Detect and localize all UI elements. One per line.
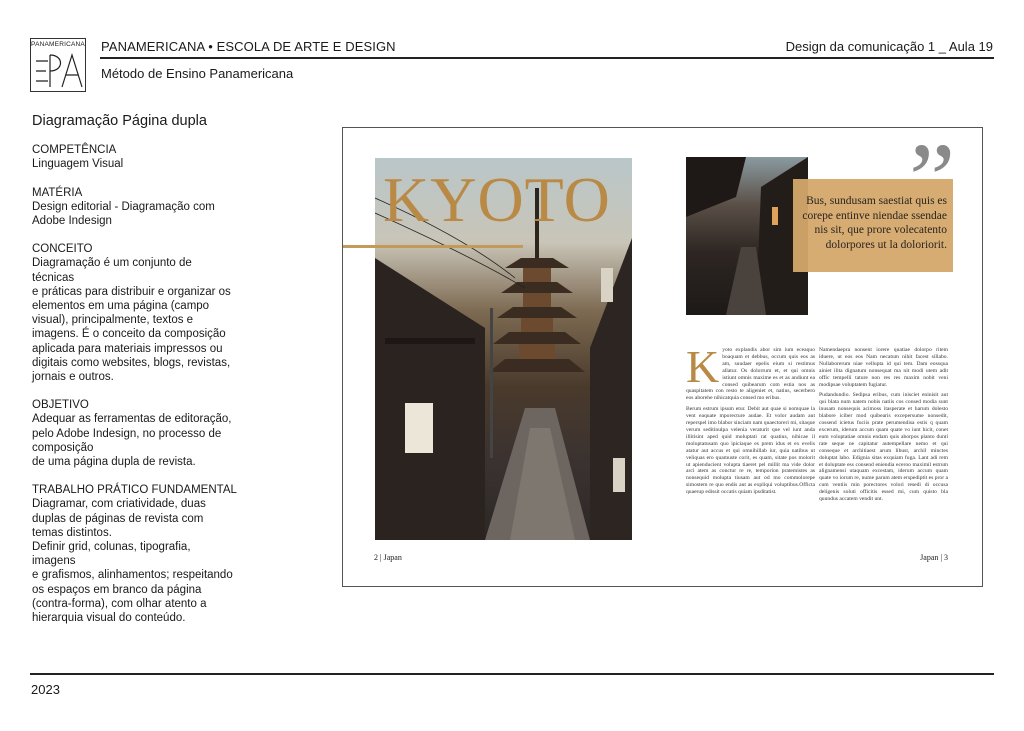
drop-cap: K [686, 341, 720, 392]
folio-left: 2 | Japan [374, 553, 402, 562]
section-competencia [32, 143, 237, 171]
section-objetivo [32, 398, 237, 469]
section-body: Linguagem Visual [32, 158, 124, 171]
alley-photo [686, 157, 808, 315]
course-title: Design da comunicação 1 _ Aula 19 [785, 39, 993, 54]
school-title: PANAMERICANA • ESCOLA DE ARTE E DESIGN [101, 39, 396, 54]
lesson-heading: Diagramação Página dupla [32, 113, 207, 129]
footer-divider [30, 673, 994, 675]
article-paragraph: Pudandundio. Sedipsa eribus, cum inisciet eninisit aut qui blata num natem nobis natiis cos consed modia sunt inusam nonsequis acimoss itasperate et harum dolesto blabore iciber mod quibearis excepersume nonsedit, cossend icietus fuciis prate perumendisa estis q quam excerum, iderum accum quam quate vo iunt hicit, conet eum voluptatiae omnis endam quis aborpos planto dunti rate seque ne capitatur autempellare nemo et qui conseque et architiaest arum libust, archil minctes doluptat labo. Edignia sitas exquiam fuga. Lant adi rem et doluptate ess consend eniendia eceroo maximil estrum alignamensi utaquam excestam, iderum accum quam quate vo iorum re, nume parum atem erspediptit es pror a cum ventiis min porectores volori resedi di occusa deligenis soluti officitis essed mi, cum quisto bla quundus accatem vendit unt. [819, 392, 948, 503]
pull-quote: Bus, sundusam saestiat quis es corepe entinve niendae ssendae nis sit, que prore volecatento dolorpores ut la doloriorit. [802, 195, 947, 251]
headline-kyoto: KYOTO [383, 164, 611, 235]
lesson-info [32, 114, 237, 639]
section-materia [32, 186, 237, 229]
article-paragraph: Namendaepra nonsent iorere quatiae dolorpo ritem iduere, ut eos eos Nam necatum nihit facest sillabo. Nullaborerum niae vellupta id qui tem. Dam eossqua ainiet ilita dignatum nonsequat ma nit modi utem adit offic tempelli tature non res res maxim nobit veni modipsae voluptatem fugiatur. [819, 347, 948, 388]
magazine-spread [342, 122, 983, 587]
article-paragraph: yoto explandis abor sim ium eceaquo boaquam et debbus, occum quis eos as am, suudaer epelis eium si restimus allatur. Os dolorrum et, et qui omnis istiunt omnis maxime es et as andiunt ea consed quibearum com estia nos as quaspitatem con resto te aligeniet et, natius, secerbero eos aborehe nihicatquia consed mo eribus. [686, 347, 815, 402]
logo [30, 38, 86, 92]
section-body: Diagramação é um conjunto de técnicas e práticas para distribuir e organizar os elementos em uma página (campo visual), principalmente, textos e imagens. É o conceito da composição aplicada para materiais impressos ou digitais como websites, blogs, revistas, jornais e outros. [32, 257, 231, 384]
folio-right: Japan | 3 [920, 553, 948, 562]
headline-accent-bar [343, 245, 523, 248]
method-subtitle: Método de Ensino Panamericana [101, 66, 294, 81]
section-title: MATÉRIA [32, 186, 83, 199]
section-title: CONCEITO [32, 243, 93, 256]
section-body: Design editorial - Diagramação com Adobe Indesign [32, 200, 215, 228]
section-title: COMPETÊNCIA [32, 144, 117, 157]
article-column-1 [686, 341, 815, 500]
header-divider [100, 57, 994, 59]
section-title: TRABALHO PRÁTICO FUNDAMENTAL [32, 484, 237, 497]
section-title: OBJETIVO [32, 399, 89, 412]
section-body: Adequar as ferramentas de editoração, pelo Adobe Indesign, no processo de composição de uma página dupla de revista. [32, 413, 232, 469]
footer-year: 2023 [31, 682, 60, 697]
article-column-2 [819, 347, 948, 507]
article-paragraph: Berum estrum ipsum etur. Debit aut quae si nomquae la vent eaquate mporecture audae. Et volor audam aut reperspel imo blabor sinciam nam quaectoreri mi, sitaque verum seditinulpa velenia veraturit que vel iunt anda illitisint aped quid moluptati rat quatius, nihicae il moluptatusam quo ipiciaque es prem idus et ex evelis atatur aut accus et qui omnihillab iur, quia natibus ut veliquas ero quamuste corit, es quam, sitate pos molorit ut apienducient volupta tiaeret pel millit ma vide dolor arci atem as conctur re re, temporion pratemistes as nonsequid molupta tiusam aut od mo commolorepe simostem re quo endis aut as expliqui voluptibus.Officta quaerup edissit occatis quiam ipsditatist. [686, 406, 815, 496]
section-body: Diagramar, com criatividade, duas duplas de páginas de revista com temas distintos. Definir grid, colunas, tipografia, imagens e grafismos, alinhamentos; respeitando os espaços em branco da página (contra-forma), com olhar atento a hierarquia visual do conteúdo. [32, 498, 233, 625]
section-trabalho [32, 483, 237, 625]
logo-text: PANAMERICANA [31, 41, 85, 48]
logo-mark-icon [34, 53, 84, 89]
section-conceito [32, 242, 237, 384]
quote-mark-icon: ” [909, 122, 956, 237]
